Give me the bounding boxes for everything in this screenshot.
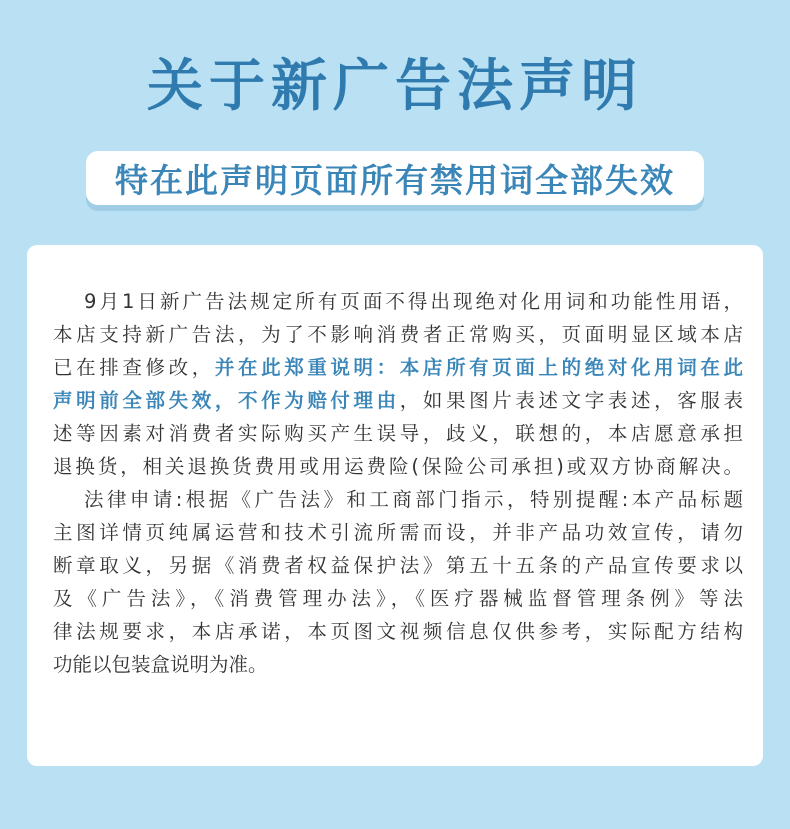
paragraph-1-line-3: [53, 351, 743, 384]
highlight-statement-part-2: 声明前全部失效，不作为赔付理由: [53, 389, 400, 412]
paragraph-2-line-6: 功能以包装盒说明为准。: [53, 653, 268, 676]
paragraph-2-line-5: 律法规要求，本店承诺，本页图文视频信息仅供参考，实际配方结构: [53, 620, 743, 643]
paragraph-2-line-2: 主图详情页纯属运营和技术引流所需而设，并非产品功效宣传，请勿: [53, 521, 743, 544]
notice-card: [27, 245, 763, 766]
paragraph-1-line-3-text: 已在排查修改，: [53, 356, 215, 379]
paragraph-2-line-3: 断章取义，另据《消费者权益保护法》第五十五条的产品宣传要求以: [53, 554, 743, 577]
page-title: 关于新广告法声明: [147, 54, 643, 119]
paragraph-1-line-2: 本店支持新广告法，为了不影响消费者正常购买，页面明显区域本店: [53, 323, 743, 346]
paragraph-1-line-5: 述等因素对消费者实际购买产生误导，歧义，联想的，本店愿意承担: [53, 422, 743, 445]
subtitle-banner: [86, 151, 704, 205]
paragraph-2-line-4: 及《广告法》，《消费管理办法》，《医疗器械监督管理条例》等法: [53, 587, 743, 610]
paragraph-1-line-4: [53, 384, 743, 417]
paragraph-1-line-1: 9月1日新广告法规定所有页面不得出现绝对化用词和功能性用语，: [84, 290, 743, 313]
paragraph-1-line-6: 退换货，相关退换货费用或用运费险(保险公司承担)或双方协商解决。: [53, 455, 743, 478]
notice-paragraph-1: [53, 285, 743, 483]
notice-body: [53, 285, 743, 681]
page-subtitle: 特在此声明页面所有禁用词全部失效: [115, 160, 675, 200]
notice-paragraph-2: [53, 483, 743, 681]
highlight-statement-part-1: 并在此郑重说明：本店所有页面上的绝对化用词在此: [214, 356, 743, 379]
paragraph-1-line-4-text: ，如果图片表述文字表述，客服表: [399, 389, 743, 412]
paragraph-2-line-1: 法律申请:根据《广告法》和工商部门指示，特别提醒:本产品标题: [84, 488, 743, 511]
